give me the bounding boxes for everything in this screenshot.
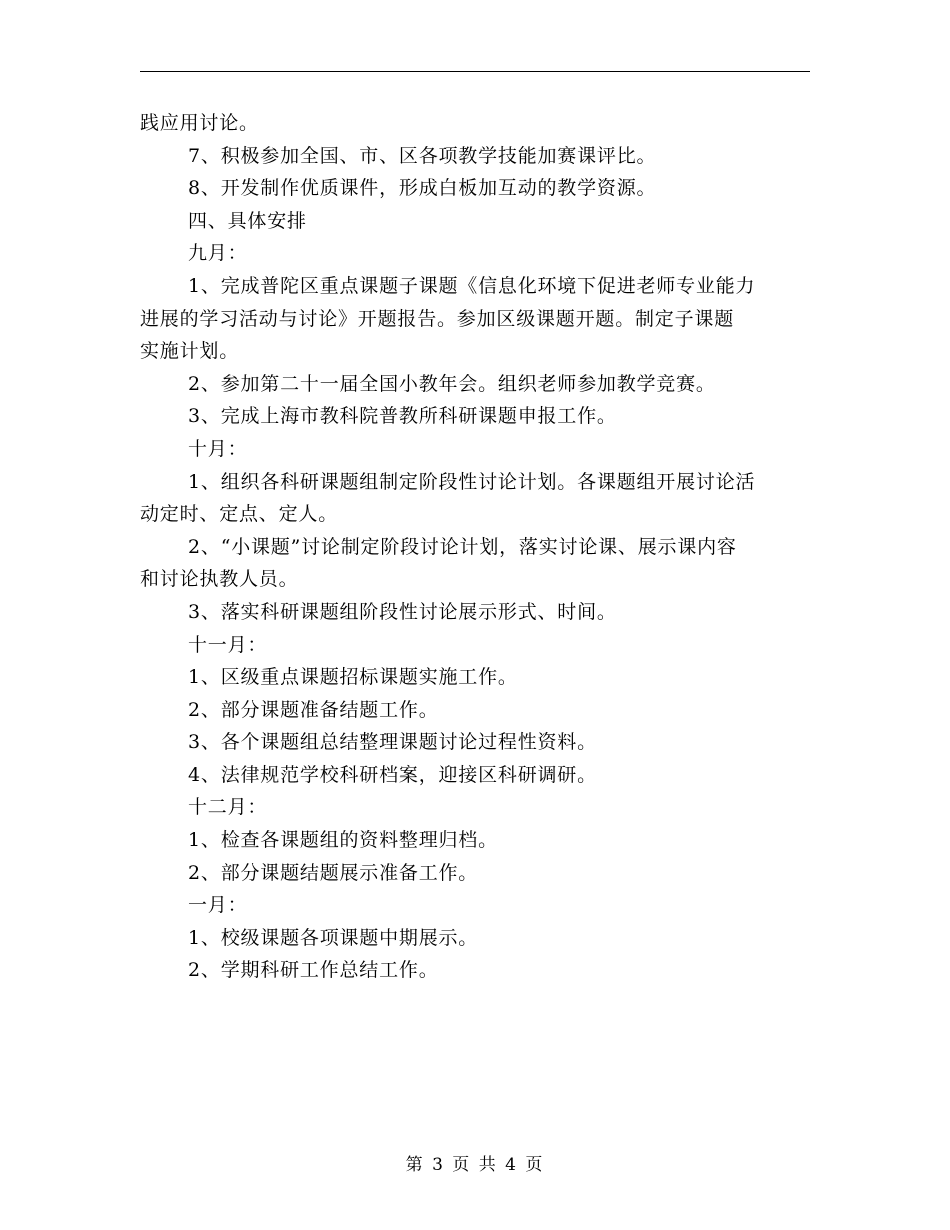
- text-line: 1、完成普陀区重点课题子课题《信息化环境下促进老师专业能力: [188, 274, 756, 297]
- text-line: 实施计划。: [140, 340, 240, 363]
- text-line: 十一月：: [188, 633, 268, 656]
- text-line: 2、“小课题”讨论制定阶段讨论计划，落实讨论课、展示课内容: [188, 535, 737, 558]
- document-body: [140, 107, 810, 987]
- text-line: 7、积极参加全国、市、区各项教学技能加赛课评比。: [188, 144, 657, 167]
- text-line: 4、法律规范学校科研档案，迎接区科研调研。: [188, 763, 597, 786]
- footer-current-page: 3: [432, 1155, 445, 1175]
- text-line: 3、落实科研课题组阶段性讨论展示形式、时间。: [188, 600, 617, 623]
- footer-suffix: 页: [525, 1155, 545, 1175]
- text-line: 3、各个课题组总结整理课题讨论过程性资料。: [188, 731, 597, 754]
- text-line: 2、部分课题准备结题工作。: [188, 698, 439, 721]
- page-footer: [0, 1154, 950, 1176]
- text-line: 一月：: [188, 894, 248, 917]
- text-line: 进展的学习活动与讨论》开题报告。参加区级课题开题。制定子课题: [140, 307, 735, 330]
- text-line: 2、参加第二十一届全国小教年会。组织老师参加教学竞赛。: [188, 372, 716, 395]
- text-line: 1、组织各科研课题组制定阶段性讨论计划。各课题组开展讨论活: [188, 470, 756, 493]
- text-line: 1、校级课题各项课题中期展示。: [188, 926, 479, 949]
- text-line: 2、部分课题结题展示准备工作。: [188, 861, 479, 884]
- header-rule: [140, 71, 810, 72]
- text-line: 九月：: [188, 242, 248, 265]
- text-line: 3、完成上海市教科院普教所科研课题申报工作。: [188, 405, 617, 428]
- footer-mid: 页 共: [452, 1155, 498, 1175]
- text-line: 十月：: [188, 437, 248, 460]
- text-line: 四、具体安排: [188, 209, 307, 232]
- footer-prefix: 第: [405, 1155, 425, 1175]
- text-line: 1、检查各课题组的资料整理归档。: [188, 829, 498, 852]
- text-line: 十二月：: [188, 796, 268, 819]
- text-line: 8、开发制作优质课件，形成白板加互动的教学资源。: [188, 177, 657, 200]
- text-line: 和讨论执教人员。: [140, 568, 299, 591]
- text-line: 动定时、定点、定人。: [140, 503, 339, 526]
- text-line: 2、学期科研工作总结工作。: [188, 959, 439, 982]
- text-line: 1、区级重点课题招标课题实施工作。: [188, 666, 518, 689]
- text-line: 践应用讨论。: [140, 112, 259, 134]
- footer-total-pages: 4: [505, 1155, 518, 1175]
